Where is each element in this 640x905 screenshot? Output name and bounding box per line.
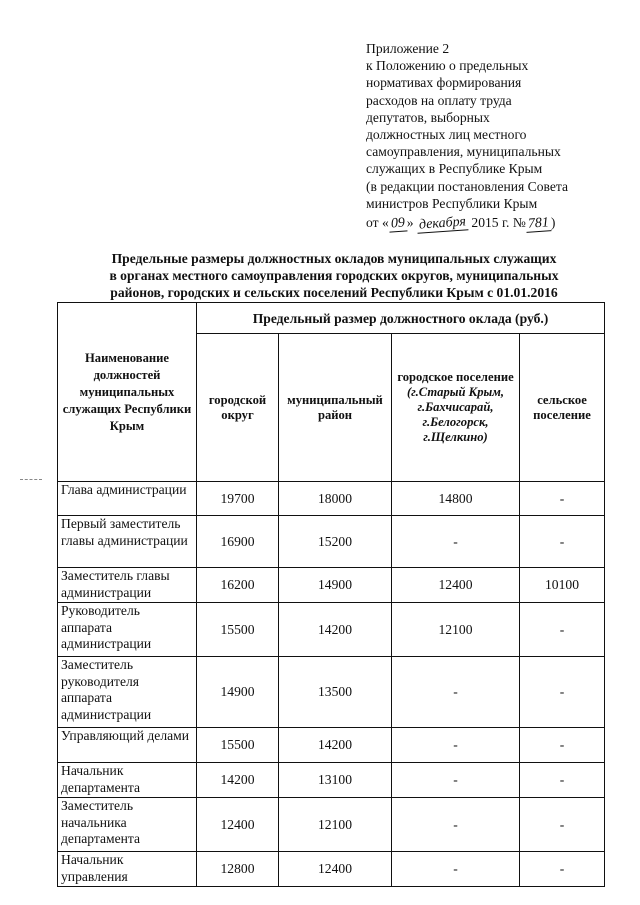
header-urban-settlement-towns: (г.Старый Крым, г.Бахчисарай, г.Белогорск, г.Щелкино) xyxy=(406,385,505,444)
cell-village: 10100 xyxy=(520,568,605,603)
document-number-handwritten: 781 xyxy=(525,216,551,233)
position-name: Заместитель главы администрации xyxy=(58,568,197,603)
cell-district: 13100 xyxy=(279,763,392,798)
cell-district: 13500 xyxy=(279,657,392,728)
cell-town: 14800 xyxy=(392,482,520,516)
cell-district: 18000 xyxy=(279,482,392,516)
appendix-line: нормативах формирования xyxy=(366,75,522,91)
position-name: Глава администрации xyxy=(58,482,197,516)
table-row xyxy=(58,516,605,568)
cell-district: 14200 xyxy=(279,728,392,763)
appendix-line: министров Республики Крым xyxy=(366,195,538,211)
table-row xyxy=(58,763,605,798)
document-title xyxy=(60,250,608,301)
date-mid: » xyxy=(406,215,414,231)
cell-city: 16900 xyxy=(197,516,279,568)
scan-mark xyxy=(20,479,42,480)
position-name: Первый заместитель главы администрации xyxy=(58,516,197,568)
appendix-line: служащих в Республике Крым xyxy=(366,161,543,177)
cell-town: - xyxy=(392,798,520,852)
cell-city: 19700 xyxy=(197,482,279,516)
cell-town: - xyxy=(392,763,520,798)
cell-village: - xyxy=(520,603,605,657)
appendix-line: (в редакции постановления Совета xyxy=(366,178,569,194)
appendix-line: к Положению о предельных xyxy=(366,58,529,74)
header-salary-group: Предельный размер должностного оклада (руб.) xyxy=(197,303,605,334)
cell-village: - xyxy=(520,852,605,887)
header-municipal-region: муниципальный район xyxy=(279,334,392,482)
table-row xyxy=(58,798,605,852)
table-row xyxy=(58,728,605,763)
table-row xyxy=(58,568,605,603)
table-row xyxy=(58,657,605,728)
appendix-line: расходов на оплату труда xyxy=(366,92,512,108)
cell-town: 12400 xyxy=(392,568,520,603)
cell-district: 14200 xyxy=(279,603,392,657)
cell-village: - xyxy=(520,657,605,728)
cell-village: - xyxy=(520,763,605,798)
date-suffix: ) xyxy=(550,215,556,231)
header-rural-settlement: сельское поселение xyxy=(520,334,605,482)
cell-village: - xyxy=(520,482,605,516)
appendix-line: Приложение 2 xyxy=(366,41,450,56)
cell-city: 12400 xyxy=(197,798,279,852)
title-line: в органах местного самоуправления городских округов, муниципальных xyxy=(109,268,559,283)
cell-city: 16200 xyxy=(197,568,279,603)
title-line: районов, городских и сельских поселений Республики Крым с 01.01.2016 xyxy=(110,285,558,300)
appendix-line: самоуправления, муниципальных xyxy=(366,144,561,160)
position-name: Начальник департамента xyxy=(58,763,197,798)
appendix-line: депутатов, выборных xyxy=(366,109,490,125)
position-name: Руководитель аппарата администрации xyxy=(58,603,197,657)
cell-village: - xyxy=(520,798,605,852)
cell-district: 14900 xyxy=(279,568,392,603)
cell-town: - xyxy=(392,728,520,763)
cell-village: - xyxy=(520,728,605,763)
table-row xyxy=(58,482,605,516)
position-name: Управляющий делами xyxy=(58,728,197,763)
salary-table xyxy=(57,302,605,887)
cell-city: 15500 xyxy=(197,603,279,657)
cell-town: - xyxy=(392,657,520,728)
cell-district: 12400 xyxy=(279,852,392,887)
position-name: Начальник управления xyxy=(58,852,197,887)
date-year: 2015 г. № xyxy=(471,215,526,231)
header-city-district: городской округ xyxy=(197,334,279,482)
table-row xyxy=(58,852,605,887)
position-name: Заместитель начальника департамента xyxy=(58,798,197,852)
appendix-date-line xyxy=(366,214,628,232)
table-row xyxy=(58,603,605,657)
cell-town: 12100 xyxy=(392,603,520,657)
cell-district: 15200 xyxy=(279,516,392,568)
header-urban-settlement xyxy=(392,334,520,482)
cell-district: 12100 xyxy=(279,798,392,852)
cell-city: 14900 xyxy=(197,657,279,728)
cell-city: 12800 xyxy=(197,852,279,887)
date-prefix: от « xyxy=(366,215,389,231)
title-line: Предельные размеры должностных окладов муниципальных служащих xyxy=(111,251,557,266)
appendix-line: должностных лиц местного xyxy=(366,127,527,143)
date-month-handwritten: декабря xyxy=(417,215,469,234)
cell-city: 14200 xyxy=(197,763,279,798)
cell-village: - xyxy=(520,516,605,568)
header-position-name: Наименование должностей муниципальных служащих Республики Крым xyxy=(58,303,197,482)
cell-town: - xyxy=(392,852,520,887)
cell-town: - xyxy=(392,516,520,568)
date-day-handwritten: 09 xyxy=(388,216,407,232)
cell-city: 15500 xyxy=(197,728,279,763)
header-urban-settlement-label: городское поселение xyxy=(397,370,514,384)
appendix-block xyxy=(366,40,628,232)
position-name: Заместитель руководителя аппарата администрации xyxy=(58,657,197,728)
